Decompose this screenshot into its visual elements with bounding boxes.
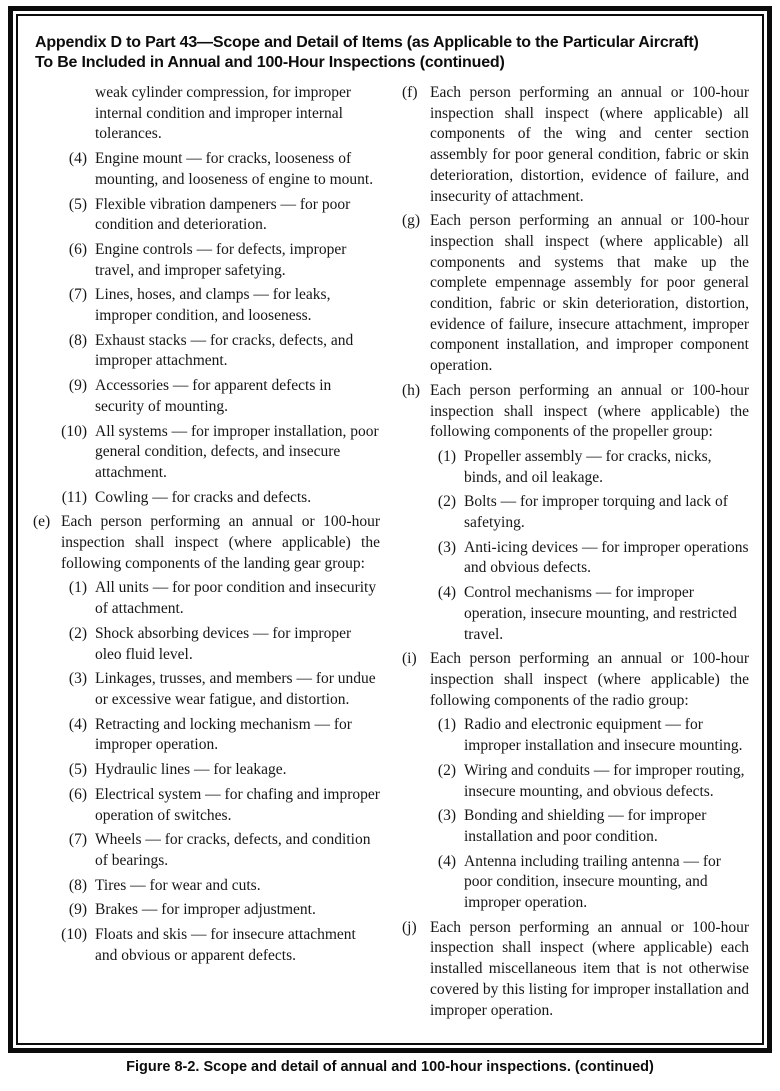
item-text: Lines, hoses, and clamps — for leaks, improper condition, and looseness. (95, 286, 331, 325)
item-label: (7) (68, 831, 87, 849)
item-label: (h) (402, 381, 421, 399)
item-label: (2) (437, 493, 456, 511)
item-text: Exhaust stacks — for cracks, defects, and improper attachment. (95, 331, 354, 370)
list-item (424, 852, 749, 914)
item-text: Hydraulic lines — for leakage. (95, 761, 287, 779)
item-label: (8) (68, 876, 87, 894)
list-item (55, 285, 380, 326)
appendix-title-line2: To Be Included in Annual and 100-Hour Inspections (continued) (35, 53, 505, 71)
item-text: Antenna including trailing antenna — for poor condition, insecure mounting, and improper operation. (464, 852, 721, 912)
item-text: All systems — for improper installation, poor general condition, defects, and insecure attachment. (95, 422, 379, 481)
item-text: Cowling — for cracks and defects. (95, 488, 312, 506)
item-label: (10) (61, 926, 87, 944)
item-label: (11) (61, 488, 87, 506)
item-text: Tires — for wear and cuts. (95, 876, 261, 894)
item-label: (5) (68, 761, 87, 779)
item-label: (g) (402, 212, 421, 230)
item-label: (10) (61, 422, 87, 440)
list-item (55, 195, 380, 236)
item-text: Anti-icing devices — for improper operations and obvious defects. (464, 538, 749, 577)
list-item (33, 512, 380, 574)
item-label: (4) (68, 150, 87, 168)
item-label: (8) (68, 331, 87, 349)
list-item (402, 649, 749, 711)
item-text: Control mechanisms — for improper operation, insecure mounting, and restricted travel. (464, 584, 737, 643)
list-item (55, 715, 380, 756)
item-text: Accessories — for apparent defects in security of mounting. (95, 377, 332, 415)
list-item (55, 488, 380, 509)
item-text: Wheels — for cracks, defects, and condition of bearings. (95, 831, 371, 869)
list-item (55, 83, 380, 145)
item-label: (3) (68, 670, 87, 688)
item-label: (1) (437, 716, 456, 734)
list-item (55, 830, 380, 871)
list-item (55, 900, 380, 921)
list-item (55, 149, 380, 190)
item-label: (9) (68, 377, 87, 395)
list-item (55, 331, 380, 372)
list-item (55, 785, 380, 826)
item-label: (2) (68, 624, 87, 642)
appendix-title (35, 33, 749, 72)
list-item (402, 83, 749, 207)
list-item (55, 669, 380, 710)
list-item (55, 876, 380, 897)
list-item (424, 583, 749, 645)
item-label: (5) (68, 195, 87, 213)
item-text: Each person performing an annual or 100-hour inspection shall inspect (where applicable) the following components of the propeller group: (430, 381, 749, 441)
item-text: Brakes — for improper adjustment. (95, 901, 316, 919)
item-label: (3) (437, 538, 456, 556)
list-item (55, 376, 380, 417)
list-item (55, 578, 380, 619)
list-item (402, 211, 749, 377)
list-item (55, 624, 380, 665)
item-label: (i) (402, 650, 417, 668)
page-inner-border (16, 14, 764, 1045)
item-label: (f) (402, 84, 418, 101)
item-label: (4) (68, 715, 87, 733)
item-text: Each person performing an annual or 100-hour inspection shall inspect (where applicable) the following components of the radio group: (430, 650, 749, 709)
item-label: (4) (437, 852, 456, 870)
item-label: (4) (437, 584, 456, 602)
list-item (424, 761, 749, 802)
item-label: (e) (33, 513, 51, 531)
item-text: Each person performing an annual or 100-hour inspection shall inspect (where applicable) the following components of the landing gear group: (61, 513, 380, 572)
left-column (33, 83, 380, 1025)
item-label (55, 83, 87, 145)
item-text: Flexible vibration dampeners — for poor condition and deterioration. (95, 195, 351, 234)
list-item (424, 715, 749, 756)
figure-caption: Figure 8-2. Scope and detail of annual and 100-hour inspections. (continued) (126, 1059, 654, 1075)
item-text: Retracting and locking mechanism — for improper operation. (95, 715, 352, 754)
list-item (402, 918, 749, 1022)
item-label: (1) (437, 447, 456, 465)
item-label: (9) (68, 901, 87, 919)
item-label: (6) (68, 240, 87, 258)
item-text: Shock absorbing devices — for improper oleo fluid level. (95, 624, 352, 663)
item-text: All units — for poor condition and insecurity of attachment. (95, 579, 377, 618)
item-text: Each person performing an annual or 100-hour inspection shall inspect (where applicable) all components of the wing and center section assembly for poor general condition, fabric or skin deterioration, distortion, evidence of failure, and insecurity of attachment. (430, 84, 749, 205)
item-text: Floats and skis — for insecure attachment and obvious or apparent defects. (95, 926, 356, 964)
item-text: Engine mount — for cracks, looseness of mounting, and looseness of engine to mount. (95, 150, 374, 188)
item-text: Engine controls — for defects, improper travel, and improper safetying. (95, 240, 347, 279)
item-text: Wiring and conduits — for improper routing, insecure mounting, and obvious defects. (464, 761, 745, 800)
list-item (424, 806, 749, 847)
item-text: Each person performing an annual or 100-hour inspection shall inspect (where applicable) all components and systems that make up the complete empennage assembly for poor general condition, fabric or skin deterioration, distortion, evidence of failure, insecure attachment, improper component installation, and improper component operation. (430, 212, 749, 375)
item-label: (j) (402, 918, 417, 936)
item-label: (6) (68, 785, 87, 803)
list-item (55, 925, 380, 966)
item-label: (3) (437, 807, 456, 825)
item-text: Electrical system — for chafing and improper operation of switches. (95, 785, 380, 824)
list-item (424, 492, 749, 533)
item-text: Radio and electronic equipment — for improper installation and insecure mounting. (464, 716, 743, 755)
item-text: Bonding and shielding — for improper installation and poor condition. (464, 807, 707, 845)
list-item (55, 240, 380, 281)
list-item (55, 422, 380, 484)
appendix-title-line1: Appendix D to Part 43—Scope and Detail of Items (as Applicable to the Particular Aircraft) (35, 34, 699, 51)
item-text: weak cylinder compression, for improper internal condition and improper internal tolerances. (95, 84, 352, 143)
item-text: Bolts — for improper torquing and lack of safetying. (464, 493, 728, 532)
item-text: Each person performing an annual or 100-hour inspection shall inspect (where applicable) each installed miscellaneous item that is not otherwise covered by this listing for improper installation and improper operation. (430, 918, 749, 1019)
right-column (402, 83, 749, 1025)
list-item (424, 538, 749, 579)
item-text: Linkages, trusses, and members — for undue or excessive wear fatigue, and distortion. (95, 670, 376, 708)
two-column-body (33, 83, 749, 1025)
list-item (402, 381, 749, 443)
page-border (8, 6, 772, 1053)
item-label: (2) (437, 761, 456, 779)
list-item (55, 760, 380, 781)
item-label: (7) (68, 286, 87, 304)
item-label: (1) (68, 579, 87, 597)
item-text: Propeller assembly — for cracks, nicks, binds, and oil leakage. (464, 447, 712, 486)
list-item (424, 447, 749, 488)
